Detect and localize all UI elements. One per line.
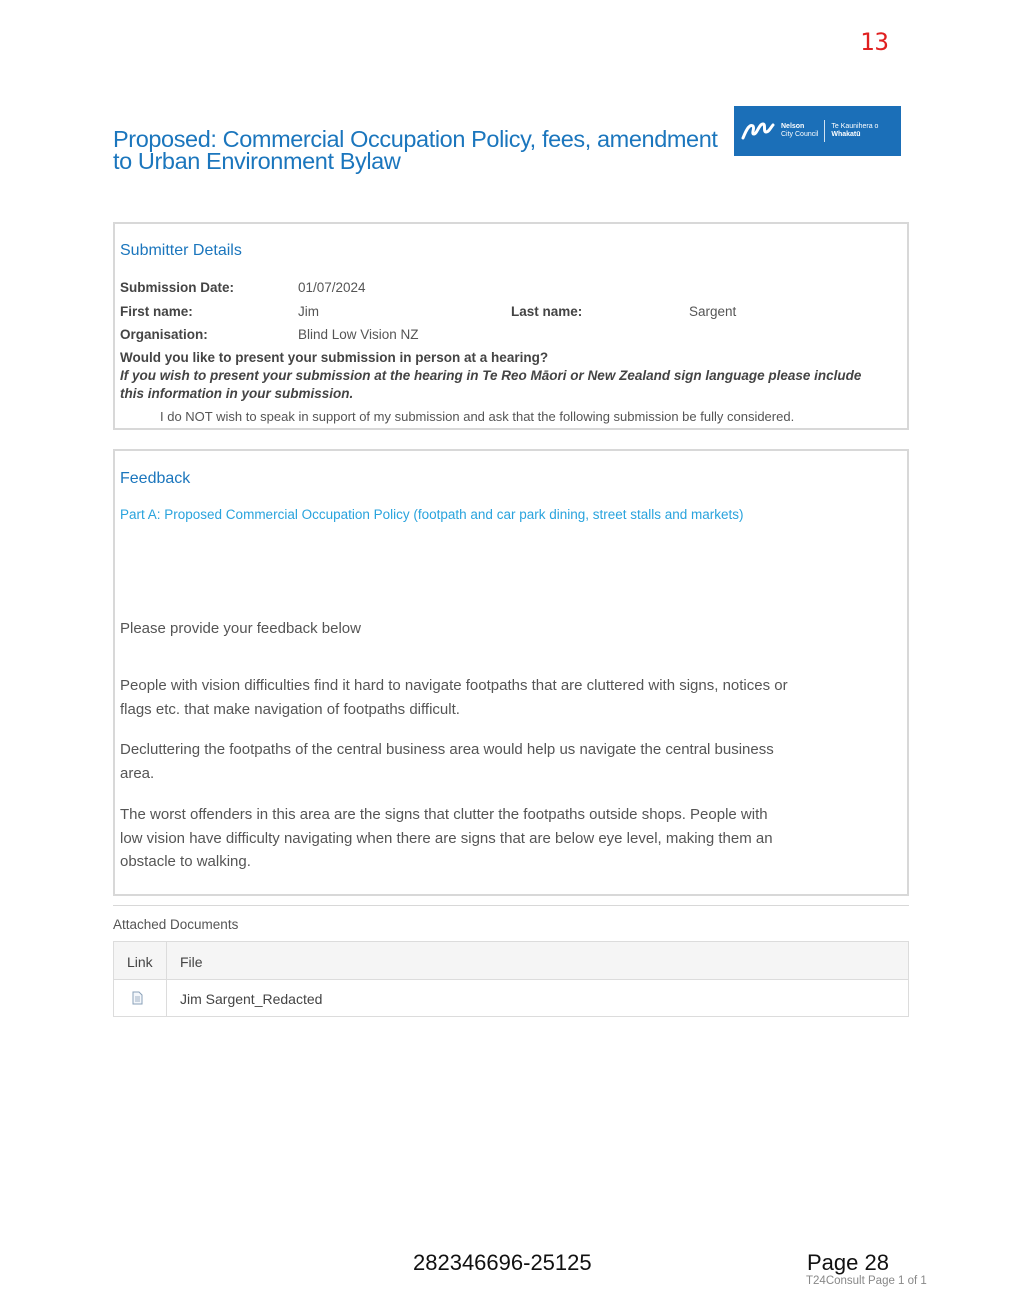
- feedback-paragraph-1: People with vision difficulties find it hard to navigate footpaths that are cluttered with signs, notices or flags etc. that make navigation of footpaths difficult.: [120, 677, 788, 718]
- logo-text-maori: Te Kaunihera o Whakatū: [831, 123, 879, 138]
- feedback-heading: Feedback: [120, 470, 191, 487]
- page-marker: 13: [860, 28, 889, 56]
- submitter-details-heading: Submitter Details: [120, 242, 242, 259]
- table-header: [114, 942, 908, 980]
- attachments-table: [113, 941, 909, 1017]
- feedback-paragraph-3: The worst offenders in this area are the signs that clutter the footpaths outside shops. People with low vision have difficulty navigating when there are signs that are below eye level, making them an obstacle to walking.: [120, 806, 773, 870]
- submission-date-value: 01/07/2024: [298, 280, 366, 295]
- column-header-link: Link: [127, 954, 153, 970]
- attachment-file-name[interactable]: Jim Sargent_Redacted: [180, 991, 323, 1007]
- feedback-panel: [113, 449, 909, 896]
- first-name-value: Jim: [298, 304, 319, 319]
- hearing-note-line1: If you wish to present your submission at the hearing in Te Reo Māori or New Zealand sign language please include: [120, 368, 862, 383]
- organisation-value: Blind Low Vision NZ: [298, 327, 419, 342]
- feedback-paragraph-2: Decluttering the footpaths of the central business area would help us navigate the central business area.: [120, 741, 774, 782]
- attached-documents-heading: Attached Documents: [113, 917, 239, 932]
- hearing-question: Would you like to present your submission in person at a hearing?: [120, 350, 549, 365]
- hearing-answer: I do NOT wish to speak in support of my submission and ask that the following submission be fully considered.: [160, 409, 795, 424]
- footer-page-number: Page 28: [807, 1250, 889, 1275]
- last-name-value: Sargent: [689, 304, 737, 319]
- column-divider: [166, 942, 167, 1016]
- divider: [113, 905, 909, 906]
- page-title: Proposed: Commercial Occupation Policy, fees, amendment to Urban Environment Bylaw: [113, 126, 718, 174]
- footer-document-id: 282346696-25125: [413, 1250, 592, 1275]
- nelson-logo-icon: [741, 120, 775, 142]
- submitter-details-panel: [113, 222, 909, 430]
- hearing-note-line2: this information in your submission.: [120, 386, 354, 401]
- logo-divider: [824, 120, 825, 142]
- footer-consult-text: T24Consult Page 1 of 1: [806, 1275, 927, 1287]
- column-header-file: File: [180, 954, 203, 970]
- submission-date-label: Submission Date:: [120, 280, 235, 295]
- first-name-label: First name:: [120, 304, 193, 319]
- document-icon[interactable]: [132, 991, 143, 1010]
- part-a-heading: Part A: Proposed Commercial Occupation Policy (footpath and car park dining, street stalls and markets): [120, 507, 744, 522]
- feedback-prompt: Please provide your feedback below: [120, 620, 361, 637]
- organisation-label: Organisation:: [120, 327, 208, 342]
- logo-text-english: Nelson City Council: [781, 123, 819, 138]
- last-name-label: Last name:: [511, 304, 583, 319]
- council-logo: [734, 106, 901, 156]
